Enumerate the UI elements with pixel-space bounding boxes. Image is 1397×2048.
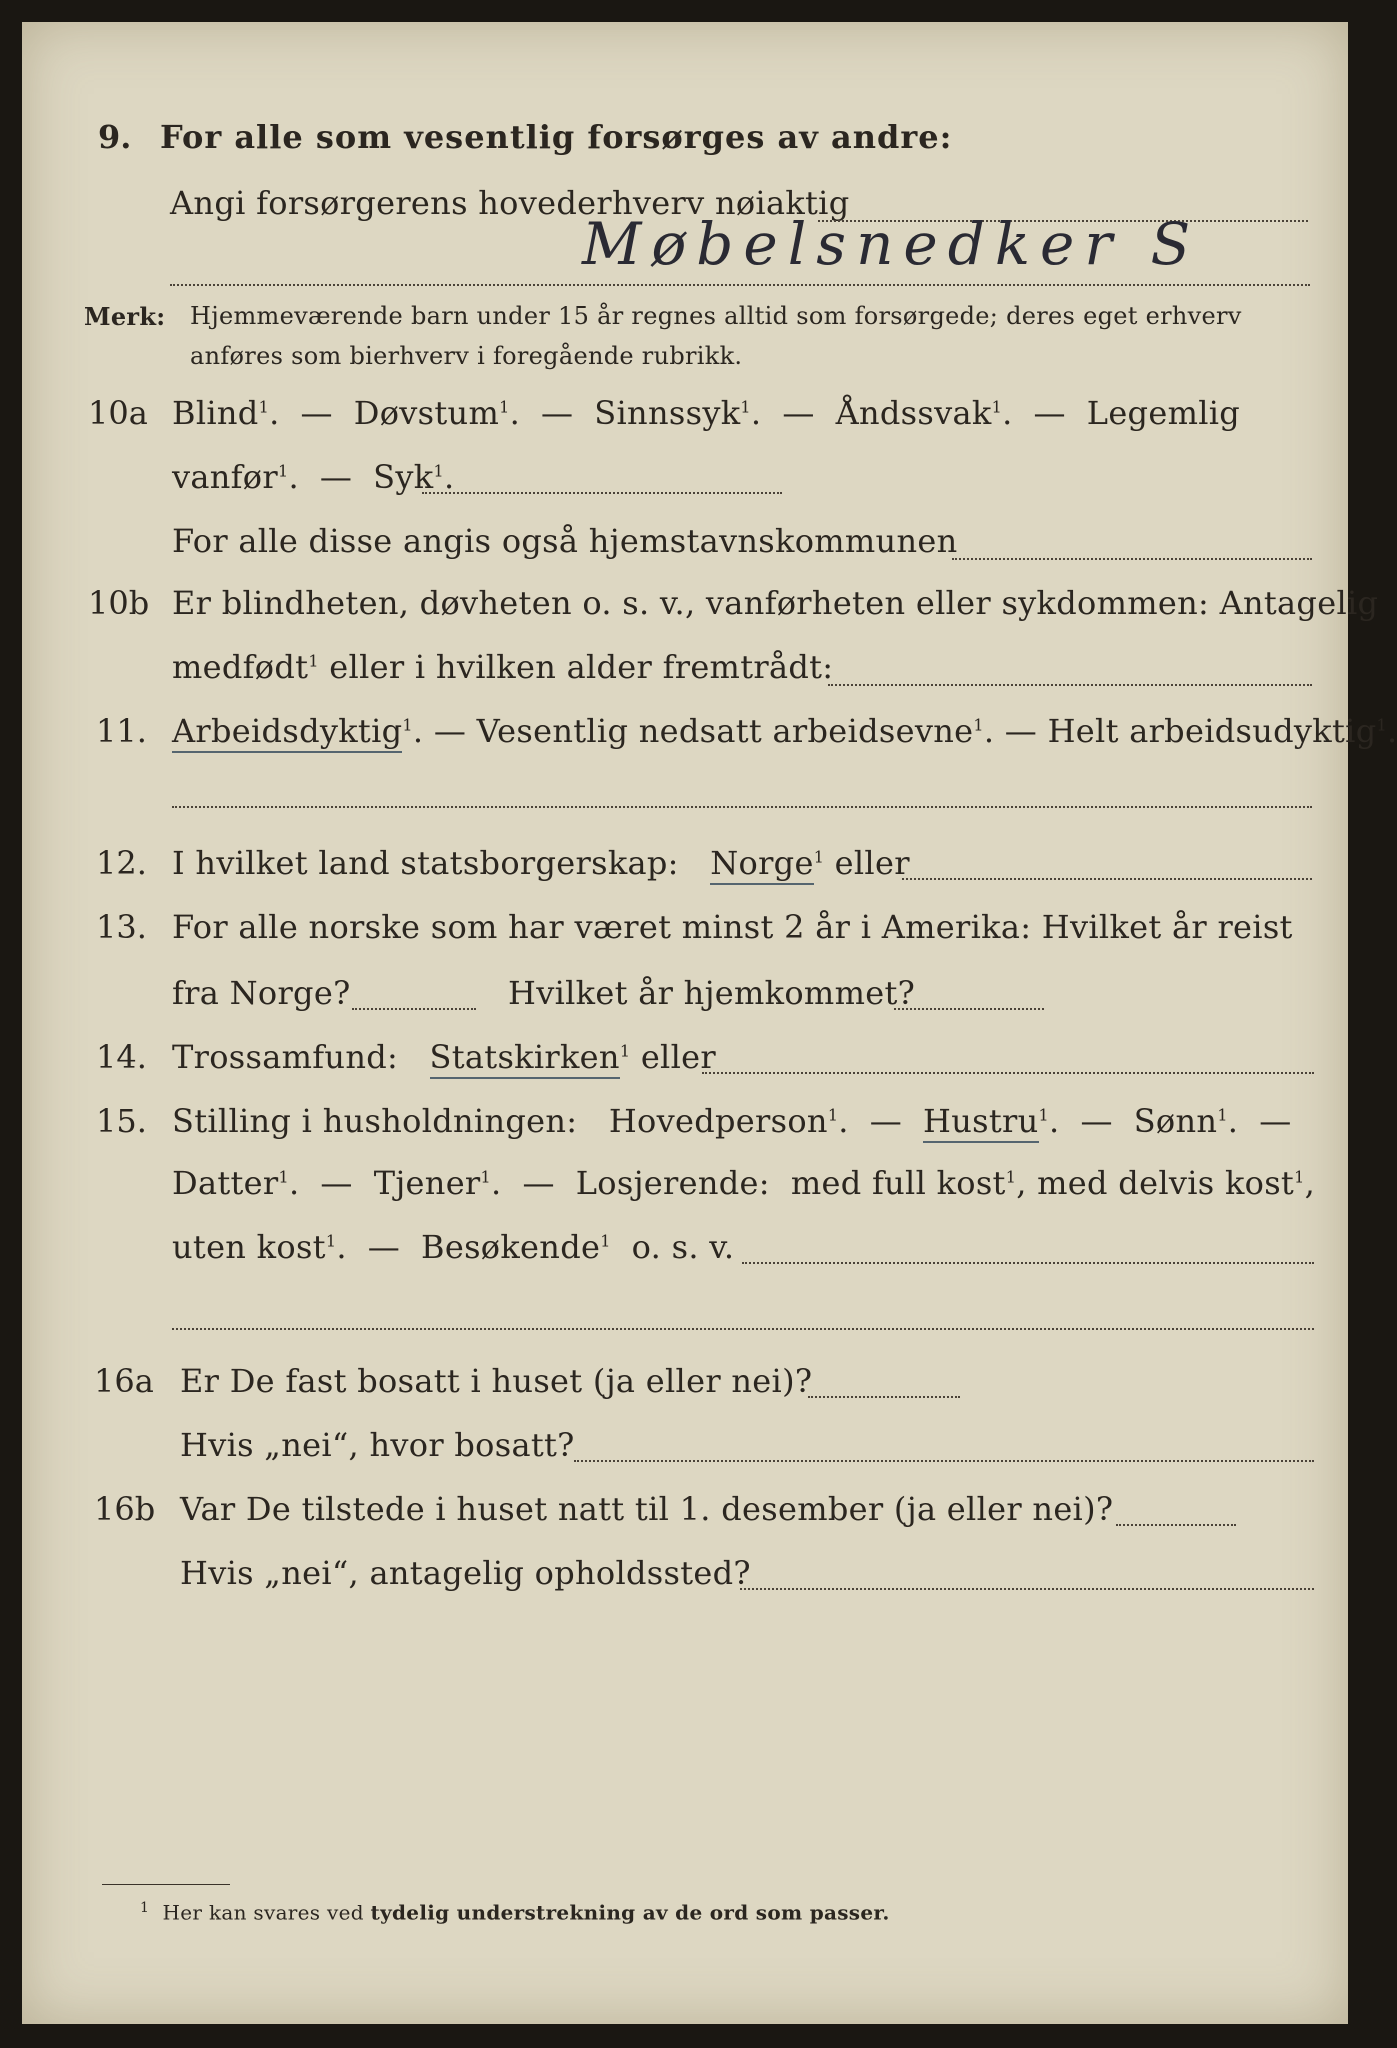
q14-statskirken[interactable]: Statskirken: [430, 1038, 620, 1079]
q16b-prompt: Var De tilstede i huset natt til 1. desember (ja eller nei)?: [180, 1490, 1114, 1528]
q10b-fill-line[interactable]: [828, 684, 1312, 686]
q10a-hjemstavn: For alle disse angis også hjemstavnskommunen: [172, 522, 958, 560]
q11-vesentlig[interactable]: Vesentlig nedsatt arbeidsevne: [476, 712, 974, 750]
q15-uten-kost[interactable]: uten kost: [172, 1228, 326, 1266]
q10a-blind[interactable]: Blind: [172, 394, 259, 432]
q14-fill-line[interactable]: [702, 1072, 1314, 1074]
footnote-rule: [102, 1884, 230, 1885]
q10b-number: 10b: [88, 584, 150, 622]
q10a-sinnssyk[interactable]: Sinnssyk: [594, 394, 741, 432]
q15-med-delvis-kost[interactable]: med delvis kost: [1037, 1164, 1295, 1202]
q15-hustru[interactable]: Hustru: [923, 1102, 1039, 1143]
q10a-dovstum[interactable]: Døvstum: [353, 394, 500, 432]
q11-helt[interactable]: Helt arbeidsudyktig: [1047, 712, 1377, 750]
q9-number: 9.: [98, 118, 132, 156]
q15-line1: Stilling i husholdningen: Hovedperson$^1$. — Hustru$^1$. — Sønn$^1$. —: [172, 1102, 1292, 1140]
q14-line: Trossamfund: Statskirken$^1$ eller: [172, 1038, 716, 1076]
q16a-fill-line[interactable]: [808, 1396, 960, 1398]
q16b-hvis-line[interactable]: [740, 1588, 1314, 1590]
q15-besokende[interactable]: Besøkende: [421, 1228, 601, 1266]
q10a-line2: vanfør$^1$. — Syk$^1$.: [172, 458, 455, 496]
q12-number: 12.: [96, 844, 147, 882]
q15-line3: uten kost$^1$. — Besøkende$^1$ o. s. v.: [172, 1228, 735, 1266]
q16b-fill-line[interactable]: [1116, 1524, 1236, 1526]
merk-line1: Hjemmeværende barn under 15 år regnes alltid som forsørgede; deres eget erhverv: [190, 302, 1242, 330]
q11-number: 11.: [96, 712, 147, 750]
q10a-syk-line[interactable]: [422, 492, 782, 494]
footnote: $^1$ Her kan svares ved tydelig understrekning av de ord som passer.: [140, 1900, 890, 1925]
q11-arbeidsdyktig[interactable]: Arbeidsdyktig: [172, 712, 402, 753]
q15-tjener[interactable]: Tjener: [373, 1164, 481, 1202]
q13-fra-line[interactable]: [352, 1008, 476, 1010]
merk-line2: anføres som bierhverv i foregående rubrikk.: [190, 342, 743, 370]
q9-answer-line[interactable]: [170, 284, 1310, 286]
q10a-andssvak[interactable]: Åndssvak: [835, 394, 992, 432]
census-form-page: [22, 22, 1397, 2024]
q10a-legemlig[interactable]: Legemlig: [1086, 394, 1241, 432]
q13-number: 13.: [96, 908, 147, 946]
q15-number: 15.: [96, 1102, 147, 1140]
q15-answer-line[interactable]: [172, 1328, 1314, 1330]
q15-hovedperson[interactable]: Hovedperson: [608, 1102, 828, 1140]
q11-answer-line[interactable]: [172, 806, 1312, 808]
q16a-prompt: Er De fast bosatt i huset (ja eller nei)?: [180, 1362, 813, 1400]
q14-number: 14.: [96, 1038, 147, 1076]
q16b-hvis: Hvis „nei“, antagelig opholdssted?: [180, 1554, 751, 1592]
q13-hjemkommet: Hvilket år hjemkommet?: [508, 974, 916, 1012]
q15-line2: Datter$^1$. — Tjener$^1$. — Losjerende: med full kost$^1$, med delvis kost$^1$,: [172, 1164, 1316, 1202]
q12-fill-line[interactable]: [902, 878, 1312, 880]
q15-med-full-kost[interactable]: med full kost: [790, 1164, 1006, 1202]
q9-handwritten-answer: Møbelsnedker S: [582, 210, 1201, 278]
q16a-number: 16a: [94, 1362, 154, 1400]
q10a-vanfor[interactable]: vanfør: [172, 458, 278, 496]
q15-datter[interactable]: Datter: [172, 1164, 279, 1202]
q11-line: Arbeidsdyktig$^1$. — Vesentlig nedsatt arbeidsevne$^1$. — Helt arbeidsudyktig$^1$.: [172, 712, 1397, 750]
q9-title: For alle som vesentlig forsørges av andre:: [160, 118, 953, 156]
q12-line: I hvilket land statsborgerskap: Norge$^1$ eller: [172, 844, 910, 882]
q10a-syk[interactable]: Syk: [373, 458, 434, 496]
q10a-line1: Blind$^1$. — Døvstum$^1$. — Sinnssyk$^1$. — Åndssvak$^1$. — Legemlig: [172, 394, 1241, 432]
q13-fra-norge: fra Norge?: [172, 974, 351, 1012]
q10b-medfodt[interactable]: medfødt: [172, 648, 309, 686]
q10a-number: 10a: [88, 394, 148, 432]
q16a-hvis: Hvis „nei“, hvor bosatt?: [180, 1426, 575, 1464]
q15-fill-line[interactable]: [742, 1262, 1314, 1264]
q13-hjem-line[interactable]: [894, 1008, 1044, 1010]
q13-line1: For alle norske som har været minst 2 år i Amerika: Hvilket år reist: [172, 908, 1293, 946]
q15-sonn[interactable]: Sønn: [1133, 1102, 1218, 1140]
q10b-line1: Er blindheten, døvheten o. s. v., vanførheten eller sykdommen: Antagelig: [172, 584, 1379, 622]
q10b-line2: medfødt$^1$ eller i hvilken alder fremtrådt:: [172, 648, 834, 686]
merk-label: Merk:: [84, 302, 166, 331]
q16b-number: 16b: [94, 1490, 156, 1528]
q12-norge[interactable]: Norge: [710, 844, 813, 885]
q10a-hjemstavn-line[interactable]: [952, 558, 1312, 560]
q9-prompt: Angi forsørgerens hovederhverv nøiaktig: [170, 184, 850, 222]
q16a-hvis-line[interactable]: [574, 1460, 1314, 1462]
